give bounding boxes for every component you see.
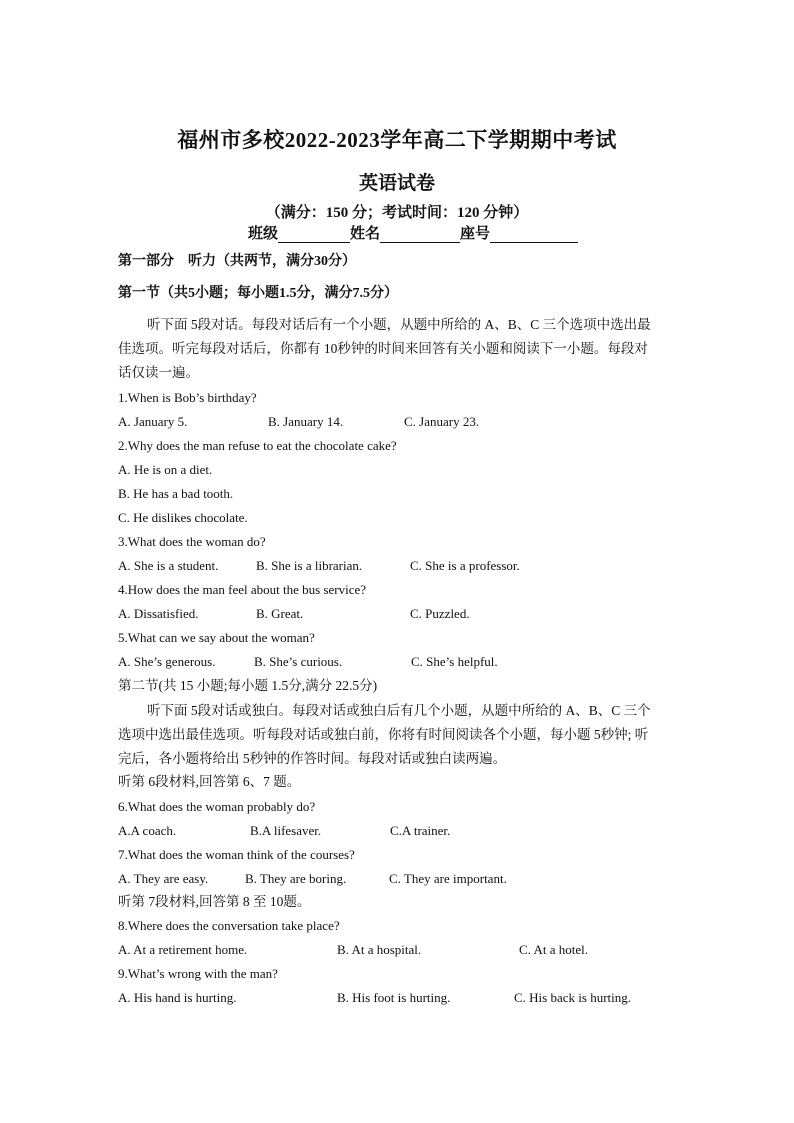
- instruction-line: 完后，各小题将给出 5秒钟的作答时间。每段对话或独白读两遍。: [118, 751, 507, 766]
- question-stem: 6.What does the woman probably do?: [118, 799, 316, 814]
- option-a: A. She’s generous.: [118, 654, 216, 669]
- instruction-line: 听下面 5段对话或独白。每段对话或独白后有几个小题，从题中所给的 A、B、C 三个: [147, 703, 651, 718]
- question-stem: 7.What does the woman think of the courses?: [118, 847, 355, 862]
- question-stem: 4.How does the man feel about the bus service?: [118, 582, 367, 597]
- option-c: C. January 23.: [404, 414, 480, 429]
- question-stem: 8.Where does the conversation take place?: [118, 918, 340, 933]
- option-c: C. She is a professor.: [410, 558, 520, 573]
- option-b: B. At a hospital.: [337, 942, 422, 957]
- seat-label: 座号: [460, 226, 491, 242]
- option-b: B. His foot is hurting.: [337, 990, 451, 1005]
- option-a: A. She is a student.: [118, 558, 219, 573]
- section1-instructions: [118, 313, 678, 385]
- seat-blank: [490, 226, 578, 243]
- option-a: A.A coach.: [118, 823, 177, 838]
- option-b: B. January 14.: [268, 414, 344, 429]
- option-a: A. January 5.: [118, 414, 188, 429]
- question-stem: 1.When is Bob’s birthday?: [118, 390, 257, 405]
- option-b: B. She’s curious.: [254, 654, 343, 669]
- option-c: C. His back is hurting.: [514, 990, 631, 1005]
- option-a: A. At a retirement home.: [118, 942, 248, 957]
- option-c: C. He dislikes chocolate.: [118, 510, 248, 525]
- option-a: A. They are easy.: [118, 871, 209, 886]
- question-stem: 2.Why does the man refuse to eat the chocolate cake?: [118, 438, 397, 453]
- part1-heading: 第一部分 听力（共两节，满分30分）: [118, 254, 356, 269]
- option-b: B. They are boring.: [245, 871, 347, 886]
- option-c: C. Puzzled.: [410, 606, 470, 621]
- class-blank: [278, 226, 350, 243]
- student-info-row: [248, 222, 578, 243]
- option-b: B. She is a librarian.: [256, 558, 363, 573]
- option-a: A. He is on a diet.: [118, 462, 213, 477]
- option-c: C.A trainer.: [390, 823, 451, 838]
- option-b: B. Great.: [256, 606, 304, 621]
- exam-subtitle: 英语试卷: [358, 173, 435, 194]
- instruction-line: 话仅读一遍。: [118, 365, 199, 380]
- section2-instructions: [118, 699, 678, 771]
- question-stem: 5.What can we say about the woman?: [118, 630, 315, 645]
- option-c: C. They are important.: [389, 871, 507, 886]
- material-note: 听第 6段材料,回答第 6、7 题。: [118, 774, 301, 789]
- instruction-line: 听下面 5段对话。每段对话后有一个小题，从题中所给的 A、B、C 三个选项中选出最: [147, 317, 651, 332]
- name-label: 姓名: [350, 226, 381, 242]
- section2-heading: 第二节(共 15 小题;每小题 1.5分,满分 22.5分): [118, 678, 378, 693]
- instruction-line: 佳选项。听完每段对话后，你都有 10秒钟的时间来回答有关小题和阅读下一小题。每段对: [118, 341, 648, 356]
- option-b: B. He has a bad tooth.: [118, 486, 234, 501]
- option-a: A. Dissatisfied.: [118, 606, 199, 621]
- class-label: 班级: [248, 226, 279, 242]
- option-a: A. His hand is hurting.: [118, 990, 237, 1005]
- exam-info: （满分：150 分；考试时间：120 分钟）: [265, 205, 529, 221]
- question-stem: 3.What does the woman do?: [118, 534, 266, 549]
- exam-title: 福州市多校2022-2023学年高二下学期期中考试: [177, 128, 617, 152]
- option-b: B.A lifesaver.: [250, 823, 322, 838]
- option-c: C. She’s helpful.: [411, 654, 498, 669]
- instruction-line: 选项中选出最佳选项。听每段对话或独白前，你将有时间阅读各个小题，每小题 5秒钟; 听: [118, 727, 649, 742]
- section1-heading: 第一节（共5小题；每小题1.5分，满分7.5分）: [118, 286, 398, 301]
- question-stem: 9.What’s wrong with the man?: [118, 966, 278, 981]
- option-c: C. At a hotel.: [519, 942, 588, 957]
- name-blank: [380, 226, 460, 243]
- material-note: 听第 7段材料,回答第 8 至 10题。: [118, 894, 311, 909]
